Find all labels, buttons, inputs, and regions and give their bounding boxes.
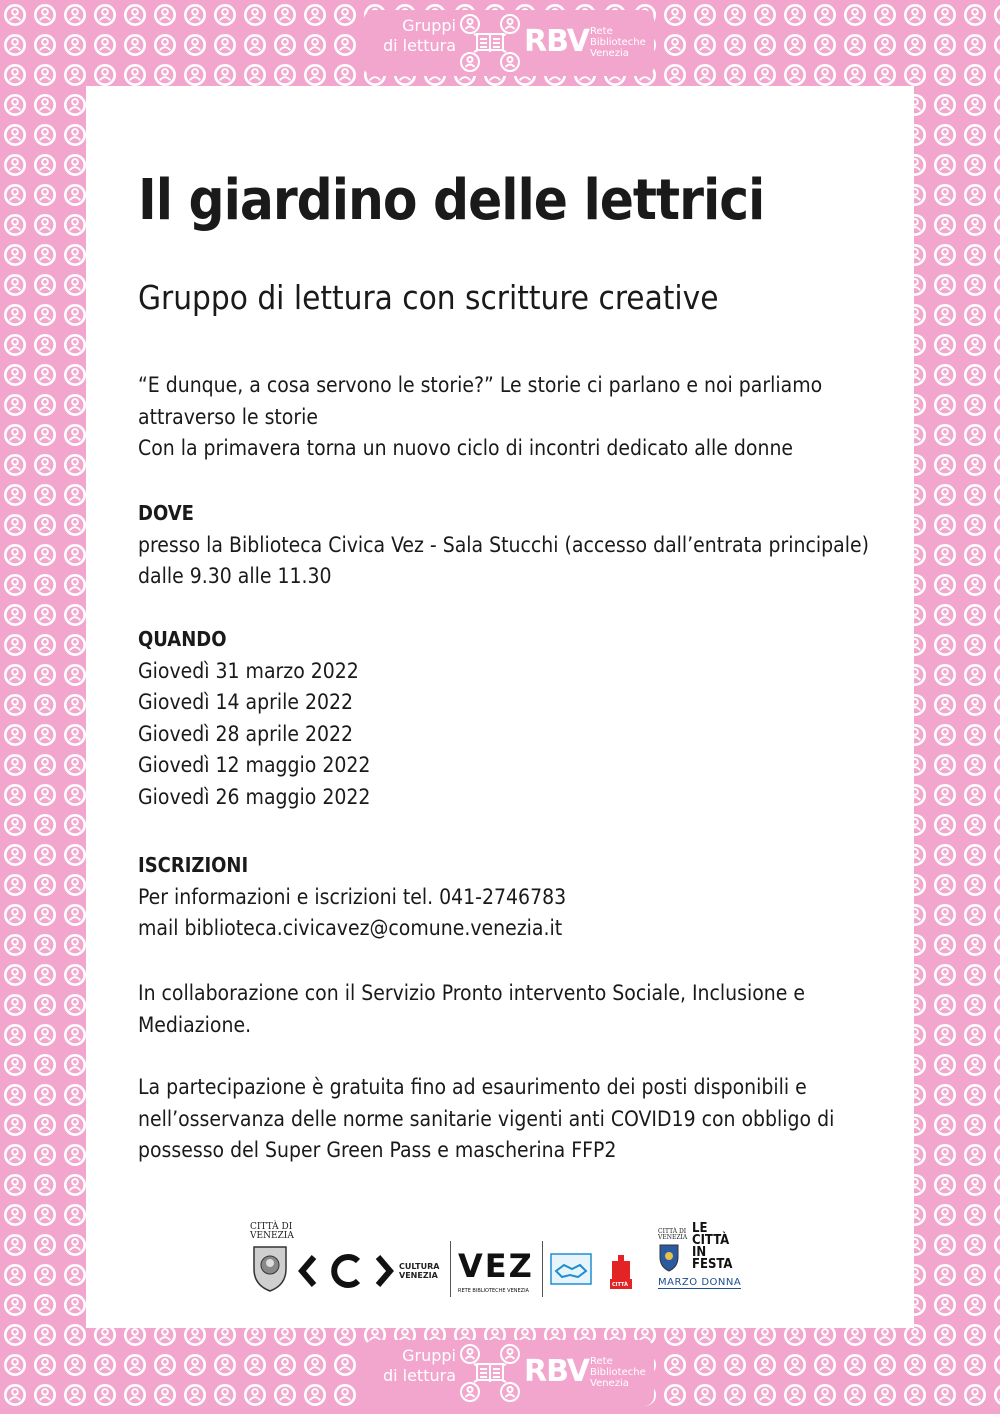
rete-line1: Rete	[590, 1356, 613, 1367]
gruppi-di-lettura-label-bottom	[372, 1346, 456, 1386]
gruppi-di-lettura-label	[372, 16, 456, 56]
intro-line1: “E dunque, a cosa servono le storie?” Le storie ci parlano e noi parliamo attraverso le storie	[138, 373, 823, 429]
citta-line2: VENEZIA	[250, 1231, 294, 1241]
handshake-icon	[550, 1253, 592, 1289]
festa-line1: LE	[692, 1221, 708, 1236]
rbv-wordmark: RBV	[524, 24, 589, 59]
header-top	[0, 0, 1000, 84]
citta-small-label: CITTÀ	[612, 1282, 628, 1288]
collaborazione-paragraph: In collaborazione con il Servizio Pronto intervento Sociale, Inclusione e Mediazione.	[138, 981, 805, 1037]
content-panel	[86, 86, 914, 1328]
gruppi-line1: Gruppi	[402, 1346, 456, 1365]
rete-line3: Venezia	[590, 1378, 629, 1389]
citta-small-line1: CITTÀ DI	[658, 1228, 687, 1235]
page-subtitle: Gruppo di lettura con scritture creative	[138, 278, 719, 317]
rbv-logo	[364, 10, 654, 76]
cultura-venezia-label	[399, 1262, 439, 1280]
festa-line4: FESTA	[692, 1257, 733, 1272]
divider	[542, 1241, 543, 1297]
citta-di-venezia-label	[250, 1223, 294, 1241]
rete-line2: Biblioteche	[590, 37, 646, 48]
date-item: Giovedì 26 maggio 2022	[138, 784, 371, 809]
quando-section	[138, 624, 878, 813]
intro-line2: Con la primavera torna un nuovo ciclo di incontri dedicato alle donne	[138, 436, 794, 460]
rbv-wordmark: RBV	[524, 1354, 589, 1389]
quando-label: QUANDO	[138, 627, 227, 651]
sponsor-logos	[246, 1219, 746, 1299]
venezia-shield-icon	[658, 1243, 680, 1273]
dove-label: DOVE	[138, 501, 194, 525]
intro-section	[138, 370, 878, 465]
dove-section	[138, 498, 878, 593]
gruppi-line2: di lettura	[382, 1366, 456, 1385]
rete-biblioteche-label	[590, 1356, 646, 1389]
partecipazione-paragraph: La partecipazione è gratuita fino ad esaurimento dei posti disponibili e nell’osservanza delle norme sanitarie vigenti anti COVID19 con obbligo di possesso del Super Green Pass e mascherina FFP2	[138, 1075, 835, 1162]
rete-line3: Venezia	[590, 48, 629, 59]
citta-venezia-small-label	[658, 1229, 687, 1241]
rete-line2: Biblioteche	[590, 1367, 646, 1378]
citta-line1: CITTÀ DI	[250, 1222, 293, 1232]
vez-subtitle: RETE BIBLIOTECHE VENEZIA	[458, 1288, 529, 1294]
iscrizioni-phone: Per informazioni e iscrizioni tel. 041-2746783	[138, 884, 567, 909]
vez-logo: VEZ	[458, 1247, 534, 1285]
marzo-donna-label: MARZO DONNA	[658, 1277, 742, 1288]
cultura-line2: VENEZIA	[399, 1271, 438, 1280]
iscrizioni-label: ISCRIZIONI	[138, 853, 249, 877]
date-item: Giovedì 14 aprile 2022	[138, 690, 354, 714]
venezia-coat-of-arms-icon	[250, 1243, 290, 1293]
date-item: Giovedì 12 maggio 2022	[138, 753, 371, 777]
rbv-logo-bottom	[364, 1340, 654, 1406]
rete-line1: Rete	[590, 26, 613, 37]
date-item: Giovedì 31 marzo 2022	[138, 658, 359, 683]
festa-line2: CITTÀ	[692, 1233, 730, 1248]
divider	[450, 1241, 451, 1297]
iscrizioni-email: mail biblioteca.civicavez@comune.venezia.it	[138, 916, 563, 940]
gruppi-line1: Gruppi	[402, 16, 456, 35]
partecipazione-text	[138, 1072, 878, 1167]
book-with-readers-icon	[458, 12, 522, 74]
rete-biblioteche-label	[590, 26, 646, 59]
citta-small-line2: VENEZIA	[658, 1234, 688, 1241]
page-title: Il giardino delle lettrici	[138, 168, 765, 233]
collaborazione-text	[138, 978, 878, 1041]
dove-line2: dalle 9.30 alle 11.30	[138, 564, 332, 588]
cultura-line1: CULTURA	[399, 1262, 440, 1271]
dove-line1: presso la Biblioteca Civica Vez - Sala Stucchi (accesso dall’entrata principale)	[138, 532, 869, 557]
iscrizioni-section	[138, 850, 878, 945]
book-with-readers-icon	[458, 1342, 522, 1404]
cultura-venezia-logo-icon	[298, 1251, 394, 1291]
gruppi-line2: di lettura	[382, 36, 456, 55]
date-item: Giovedì 28 aprile 2022	[138, 721, 354, 746]
le-citta-in-festa-logo	[692, 1223, 732, 1271]
festa-line3: IN	[692, 1245, 707, 1260]
footer-bottom	[0, 1330, 1000, 1414]
